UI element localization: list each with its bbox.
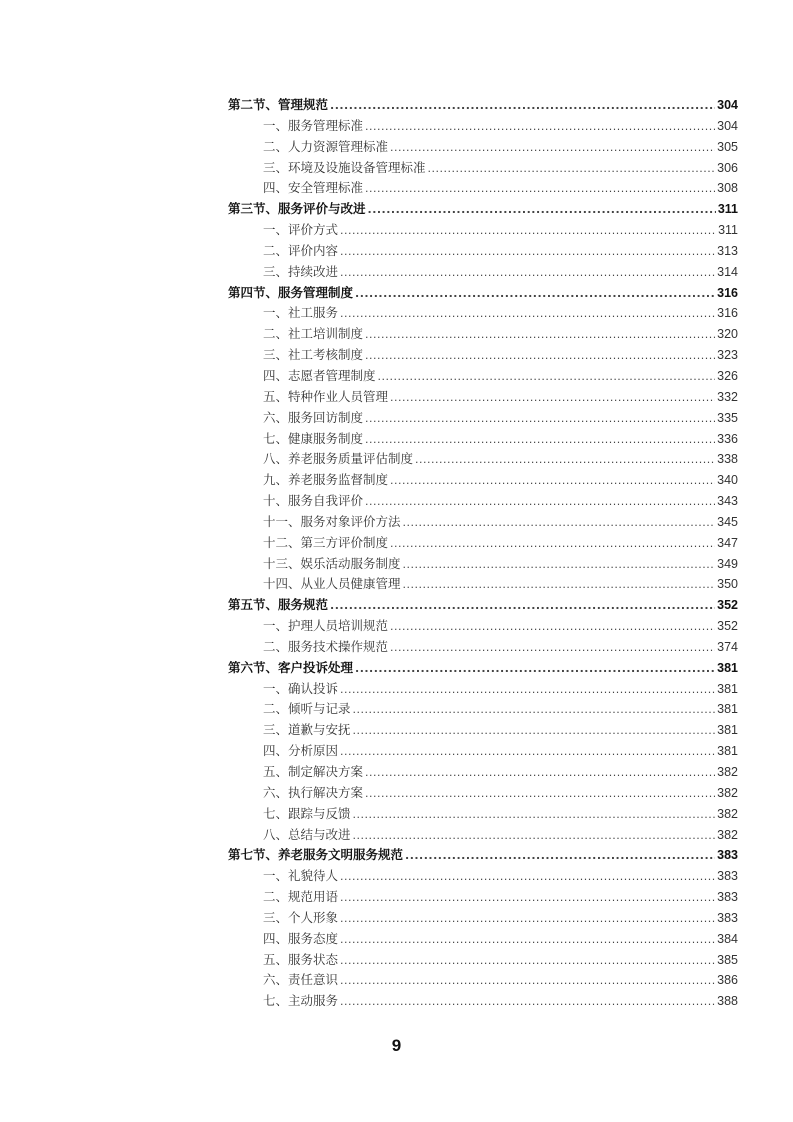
dot-leader bbox=[340, 888, 715, 909]
toc-entry-page: 320 bbox=[717, 327, 738, 342]
dot-leader bbox=[340, 867, 715, 888]
toc-section-entry[interactable] bbox=[228, 199, 738, 220]
dot-leader bbox=[378, 367, 716, 388]
dot-leader bbox=[340, 742, 715, 763]
toc-entry-page: 308 bbox=[717, 181, 738, 196]
toc-item-entry[interactable] bbox=[228, 449, 738, 470]
toc-entry-label: 十二、第三方评价制度 bbox=[263, 534, 389, 550]
dot-leader bbox=[390, 388, 715, 409]
toc-entry-page: 304 bbox=[717, 118, 738, 133]
toc-entry-page: 335 bbox=[717, 410, 738, 425]
toc-entry-page: 350 bbox=[717, 577, 738, 592]
toc-item-entry[interactable] bbox=[228, 950, 738, 971]
toc-entry-label: 一、护理人员培训规范 bbox=[263, 618, 389, 634]
toc-item-entry[interactable] bbox=[228, 929, 738, 950]
toc-item-entry[interactable] bbox=[228, 470, 738, 491]
toc-item-entry[interactable] bbox=[228, 345, 738, 366]
dot-leader bbox=[365, 179, 715, 200]
dot-leader bbox=[340, 909, 715, 930]
toc-entry-label: 十四、从业人员健康管理 bbox=[263, 576, 401, 592]
toc-item-entry[interactable] bbox=[228, 679, 738, 700]
dot-leader bbox=[390, 138, 715, 159]
toc-entry-label: 一、社工服务 bbox=[263, 305, 339, 321]
toc-entry-page: 316 bbox=[717, 306, 738, 321]
dot-leader bbox=[340, 971, 715, 992]
toc-entry-page: 314 bbox=[717, 264, 738, 279]
toc-section-entry[interactable] bbox=[228, 283, 738, 304]
dot-leader bbox=[368, 200, 716, 221]
toc-entry-label: 十三、娱乐活动服务制度 bbox=[263, 555, 401, 571]
toc-entry-page: 340 bbox=[717, 473, 738, 488]
dot-leader bbox=[340, 680, 715, 701]
toc-entry-label: 二、社工培训制度 bbox=[263, 326, 364, 342]
toc-entry-label: 二、倾听与记录 bbox=[263, 701, 351, 717]
toc-entry-page: 352 bbox=[717, 598, 738, 613]
dot-leader bbox=[403, 555, 716, 576]
toc-entry-page: 383 bbox=[717, 869, 738, 884]
toc-entry-page: 338 bbox=[717, 452, 738, 467]
toc-item-entry[interactable] bbox=[228, 825, 738, 846]
toc-entry-page: 381 bbox=[717, 660, 738, 675]
toc-entry-label: 一、确认投诉 bbox=[263, 680, 339, 696]
page-number-text: 9 bbox=[391, 1036, 402, 1055]
dot-leader bbox=[330, 96, 715, 117]
toc-entry-label: 四、服务态度 bbox=[263, 930, 339, 946]
toc-item-entry[interactable] bbox=[228, 303, 738, 324]
toc-item-entry[interactable] bbox=[228, 741, 738, 762]
toc-item-entry[interactable] bbox=[228, 783, 738, 804]
dot-leader bbox=[340, 951, 715, 972]
dot-leader bbox=[390, 471, 715, 492]
toc-section-entry[interactable] bbox=[228, 658, 738, 679]
dot-leader bbox=[405, 846, 715, 867]
toc-entry-label: 三、社工考核制度 bbox=[263, 347, 364, 363]
toc-entry-page: 306 bbox=[717, 160, 738, 175]
dot-leader bbox=[365, 325, 715, 346]
toc-entry-label: 二、服务技术操作规范 bbox=[263, 638, 389, 654]
toc-entry-page: 383 bbox=[717, 890, 738, 905]
toc-entry-label: 七、健康服务制度 bbox=[263, 430, 364, 446]
toc-item-entry[interactable] bbox=[228, 866, 738, 887]
dot-leader bbox=[353, 826, 716, 847]
dot-leader bbox=[403, 513, 716, 534]
toc-section-entry[interactable] bbox=[228, 845, 738, 866]
dot-leader bbox=[355, 284, 715, 305]
dot-leader bbox=[340, 263, 715, 284]
toc-entry-page: 311 bbox=[717, 202, 738, 217]
toc-entry-label: 三、环境及设施设备管理标准 bbox=[263, 159, 426, 175]
toc-entry-label: 五、特种作业人员管理 bbox=[263, 388, 389, 404]
toc-entry-label: 第三节、服务评价与改进 bbox=[228, 201, 366, 217]
toc-entry-page: 384 bbox=[717, 931, 738, 946]
dot-leader bbox=[340, 304, 715, 325]
toc-entry-label: 三、道歉与安抚 bbox=[263, 722, 351, 738]
toc-entry-page: 383 bbox=[717, 848, 738, 863]
toc-entry-label: 第四节、服务管理制度 bbox=[228, 284, 354, 300]
dot-leader bbox=[390, 534, 715, 555]
toc-entry-label: 六、责任意识 bbox=[263, 972, 339, 988]
dot-leader bbox=[365, 409, 715, 430]
page-number bbox=[0, 1036, 793, 1056]
dot-leader bbox=[353, 721, 716, 742]
toc-entry-page: 345 bbox=[717, 514, 738, 529]
toc-item-entry[interactable] bbox=[228, 762, 738, 783]
toc-item-entry[interactable] bbox=[228, 574, 738, 595]
toc-item-entry[interactable] bbox=[228, 116, 738, 137]
dot-leader bbox=[340, 992, 715, 1013]
toc-entry-page: 383 bbox=[717, 910, 738, 925]
toc-entry-label: 五、服务状态 bbox=[263, 951, 339, 967]
toc-entry-label: 八、总结与改进 bbox=[263, 826, 351, 842]
toc-entry-label: 六、服务回访制度 bbox=[263, 409, 364, 425]
toc-entry-page: 347 bbox=[717, 535, 738, 550]
dot-leader bbox=[403, 575, 716, 596]
toc-entry-page: 382 bbox=[717, 827, 738, 842]
toc-entry-page: 332 bbox=[717, 389, 738, 404]
toc-item-entry[interactable] bbox=[228, 366, 738, 387]
dot-leader bbox=[330, 596, 715, 617]
table-of-contents bbox=[228, 95, 738, 1012]
toc-item-entry[interactable] bbox=[228, 429, 738, 450]
toc-item-entry[interactable] bbox=[228, 158, 738, 179]
toc-item-entry[interactable] bbox=[228, 637, 738, 658]
toc-entry-page: 316 bbox=[717, 285, 738, 300]
toc-entry-label: 九、养老服务监督制度 bbox=[263, 472, 389, 488]
toc-item-entry[interactable] bbox=[228, 512, 738, 533]
toc-entry-page: 374 bbox=[717, 639, 738, 654]
toc-entry-page: 313 bbox=[717, 243, 738, 258]
toc-entry-page: 381 bbox=[717, 702, 738, 717]
toc-item-entry[interactable] bbox=[228, 720, 738, 741]
toc-item-entry[interactable] bbox=[228, 262, 738, 283]
dot-leader bbox=[365, 763, 715, 784]
toc-item-entry[interactable] bbox=[228, 220, 738, 241]
dot-leader bbox=[365, 346, 715, 367]
toc-entry-page: 381 bbox=[717, 723, 738, 738]
toc-entry-page: 382 bbox=[717, 785, 738, 800]
dot-leader bbox=[428, 159, 716, 180]
toc-entry-label: 七、主动服务 bbox=[263, 993, 339, 1009]
toc-entry-label: 四、分析原因 bbox=[263, 743, 339, 759]
toc-item-entry[interactable] bbox=[228, 908, 738, 929]
toc-entry-label: 四、安全管理标准 bbox=[263, 180, 364, 196]
toc-entry-page: 382 bbox=[717, 806, 738, 821]
toc-entry-page: 381 bbox=[717, 744, 738, 759]
toc-entry-label: 二、规范用语 bbox=[263, 889, 339, 905]
dot-leader bbox=[390, 617, 715, 638]
dot-leader bbox=[340, 242, 715, 263]
toc-entry-label: 第六节、客户投诉处理 bbox=[228, 659, 354, 675]
dot-leader bbox=[353, 700, 716, 721]
toc-entry-page: 386 bbox=[717, 973, 738, 988]
toc-item-entry[interactable] bbox=[228, 699, 738, 720]
toc-entry-label: 二、人力资源管理标准 bbox=[263, 138, 389, 154]
toc-entry-label: 第五节、服务规范 bbox=[228, 597, 329, 613]
toc-entry-label: 五、制定解决方案 bbox=[263, 764, 364, 779]
toc-item-entry[interactable] bbox=[228, 804, 738, 825]
toc-entry-page: 311 bbox=[718, 223, 738, 238]
toc-entry-label: 四、志愿者管理制度 bbox=[263, 367, 376, 383]
toc-entry-page: 385 bbox=[717, 952, 738, 967]
toc-item-entry[interactable] bbox=[228, 408, 738, 429]
toc-entry-label: 十一、服务对象评价方法 bbox=[263, 513, 401, 529]
dot-leader bbox=[365, 117, 715, 138]
toc-entry-label: 一、评价方式 bbox=[263, 222, 339, 238]
dot-leader bbox=[340, 930, 715, 951]
dot-leader bbox=[390, 638, 715, 659]
toc-entry-label: 三、个人形象 bbox=[263, 909, 339, 925]
toc-entry-page: 304 bbox=[717, 98, 738, 112]
toc-entry-page: 305 bbox=[717, 139, 738, 154]
toc-entry-page: 388 bbox=[717, 994, 738, 1009]
toc-entry-page: 343 bbox=[717, 494, 738, 509]
toc-entry-label: 第七节、养老服务文明服务规范 bbox=[228, 847, 404, 863]
dot-leader bbox=[415, 450, 715, 471]
toc-section-entry[interactable] bbox=[228, 95, 738, 116]
dot-leader bbox=[365, 492, 715, 513]
toc-item-entry[interactable] bbox=[228, 970, 738, 991]
toc-entry-page: 326 bbox=[717, 368, 738, 383]
toc-entry-label: 一、礼貌待人 bbox=[263, 868, 339, 884]
toc-entry-label: 二、评价内容 bbox=[263, 242, 339, 258]
toc-item-entry[interactable] bbox=[228, 533, 738, 554]
dot-leader bbox=[340, 221, 716, 242]
toc-entry-page: 323 bbox=[717, 348, 738, 363]
toc-item-entry[interactable] bbox=[228, 178, 738, 199]
toc-item-entry[interactable] bbox=[228, 387, 738, 408]
toc-item-entry[interactable] bbox=[228, 491, 738, 512]
dot-leader bbox=[355, 659, 715, 680]
dot-leader bbox=[353, 805, 716, 826]
toc-item-entry[interactable] bbox=[228, 137, 738, 158]
toc-item-entry[interactable] bbox=[228, 616, 738, 637]
toc-entry-page: 381 bbox=[717, 681, 738, 696]
toc-entry-label: 第二节、管理规范 bbox=[228, 97, 329, 112]
dot-leader bbox=[365, 430, 715, 451]
toc-entry-page: 382 bbox=[717, 765, 738, 779]
toc-entry-label: 一、服务管理标准 bbox=[263, 117, 364, 133]
dot-leader bbox=[365, 784, 715, 805]
toc-entry-label: 八、养老服务质量评估制度 bbox=[263, 451, 414, 467]
toc-entry-page: 352 bbox=[717, 619, 738, 634]
toc-entry-label: 六、执行解决方案 bbox=[263, 784, 364, 800]
toc-entry-page: 349 bbox=[717, 556, 738, 571]
toc-entry-page: 336 bbox=[717, 431, 738, 446]
toc-item-entry[interactable] bbox=[228, 991, 738, 1012]
toc-item-entry[interactable] bbox=[228, 554, 738, 575]
toc-item-entry[interactable] bbox=[228, 324, 738, 345]
toc-item-entry[interactable] bbox=[228, 241, 738, 262]
toc-item-entry[interactable] bbox=[228, 887, 738, 908]
toc-section-entry[interactable] bbox=[228, 595, 738, 616]
toc-entry-label: 十、服务自我评价 bbox=[263, 493, 364, 509]
toc-entry-label: 三、持续改进 bbox=[263, 263, 339, 279]
toc-entry-label: 七、跟踪与反馈 bbox=[263, 805, 351, 821]
